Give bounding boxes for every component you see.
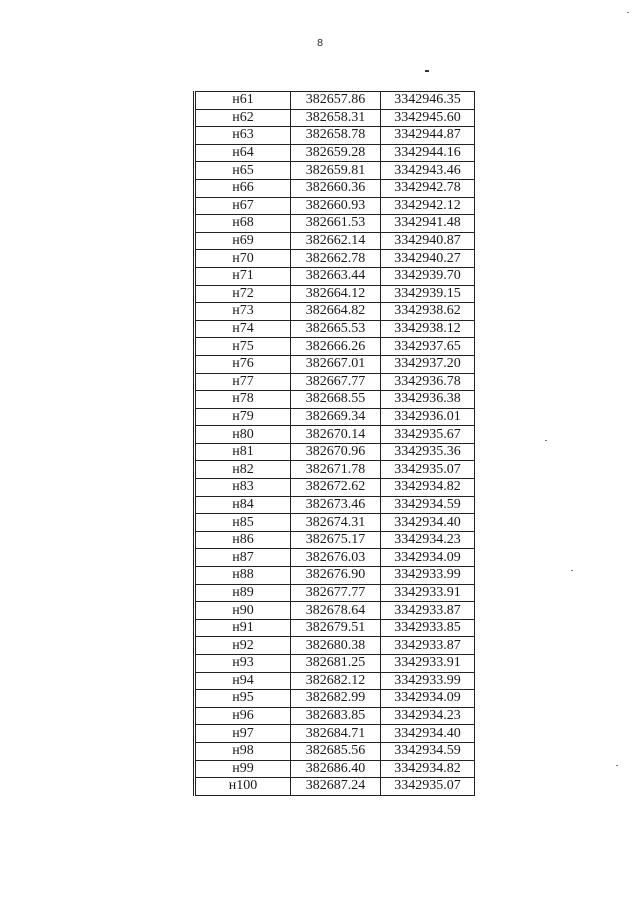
table-row — [195, 162, 475, 180]
table-row — [195, 250, 475, 268]
table-row — [195, 549, 475, 567]
x-coordinate-cell: 382660.36 — [291, 179, 381, 197]
point-id-cell: н68 — [195, 215, 291, 233]
table-row — [195, 531, 475, 549]
y-coordinate-cell: 3342934.59 — [381, 742, 475, 760]
x-coordinate-cell: 382666.26 — [291, 338, 381, 356]
point-id-cell: н81 — [195, 443, 291, 461]
point-id-cell: н63 — [195, 127, 291, 145]
x-coordinate-cell: 382662.78 — [291, 250, 381, 268]
point-id-cell: н70 — [195, 250, 291, 268]
table-row — [195, 179, 475, 197]
table-row — [195, 567, 475, 585]
x-coordinate-cell: 382683.85 — [291, 707, 381, 725]
table-row — [195, 707, 475, 725]
table-row — [195, 127, 475, 145]
y-coordinate-cell: 3342938.12 — [381, 320, 475, 338]
table-row — [195, 461, 475, 479]
point-id-cell: н76 — [195, 355, 291, 373]
table-row — [195, 303, 475, 321]
x-coordinate-cell: 382681.25 — [291, 655, 381, 673]
y-coordinate-cell: 3342933.99 — [381, 567, 475, 585]
y-coordinate-cell: 3342937.65 — [381, 338, 475, 356]
y-coordinate-cell: 3342944.87 — [381, 127, 475, 145]
y-coordinate-cell: 3342944.16 — [381, 144, 475, 162]
table-row — [195, 672, 475, 690]
y-coordinate-cell: 3342933.87 — [381, 637, 475, 655]
y-coordinate-cell: 3342934.40 — [381, 514, 475, 532]
point-id-cell: н88 — [195, 567, 291, 585]
point-id-cell: н71 — [195, 267, 291, 285]
y-coordinate-cell: 3342933.91 — [381, 584, 475, 602]
table-row — [195, 443, 475, 461]
point-id-cell: н92 — [195, 637, 291, 655]
x-coordinate-cell: 382659.28 — [291, 144, 381, 162]
y-coordinate-cell: 3342934.82 — [381, 760, 475, 778]
x-coordinate-cell: 382662.14 — [291, 232, 381, 250]
point-id-cell: н64 — [195, 144, 291, 162]
y-coordinate-cell: 3342934.23 — [381, 531, 475, 549]
y-coordinate-cell: 3342942.12 — [381, 197, 475, 215]
point-id-cell: н91 — [195, 619, 291, 637]
x-coordinate-cell: 382667.77 — [291, 373, 381, 391]
dash-mark — [425, 70, 429, 72]
point-id-cell: н73 — [195, 303, 291, 321]
table-row — [195, 426, 475, 444]
x-coordinate-cell: 382676.03 — [291, 549, 381, 567]
point-id-cell: н61 — [195, 92, 291, 110]
table-row — [195, 760, 475, 778]
y-coordinate-cell: 3342946.35 — [381, 92, 475, 110]
y-coordinate-cell: 3342934.09 — [381, 549, 475, 567]
point-id-cell: н66 — [195, 179, 291, 197]
y-coordinate-cell: 3342938.62 — [381, 303, 475, 321]
x-coordinate-cell: 382682.99 — [291, 690, 381, 708]
point-id-cell: н79 — [195, 408, 291, 426]
x-coordinate-cell: 382674.31 — [291, 514, 381, 532]
point-id-cell: н83 — [195, 479, 291, 497]
x-coordinate-cell: 382667.01 — [291, 355, 381, 373]
x-coordinate-cell: 382687.24 — [291, 778, 381, 796]
x-coordinate-cell: 382680.38 — [291, 637, 381, 655]
table-row — [195, 514, 475, 532]
x-coordinate-cell: 382685.56 — [291, 742, 381, 760]
y-coordinate-cell: 3342935.36 — [381, 443, 475, 461]
point-id-cell: н96 — [195, 707, 291, 725]
table-row — [195, 144, 475, 162]
y-coordinate-cell: 3342942.78 — [381, 179, 475, 197]
point-id-cell: н98 — [195, 742, 291, 760]
table-row — [195, 197, 475, 215]
x-coordinate-cell: 382663.44 — [291, 267, 381, 285]
y-coordinate-cell: 3342939.70 — [381, 267, 475, 285]
x-coordinate-cell: 382664.12 — [291, 285, 381, 303]
x-coordinate-cell: 382659.81 — [291, 162, 381, 180]
table-row — [195, 725, 475, 743]
x-coordinate-cell: 382679.51 — [291, 619, 381, 637]
point-id-cell: н69 — [195, 232, 291, 250]
y-coordinate-cell: 3342935.67 — [381, 426, 475, 444]
point-id-cell: н100 — [195, 778, 291, 796]
point-id-cell: н74 — [195, 320, 291, 338]
table-row — [195, 285, 475, 303]
y-coordinate-cell: 3342934.82 — [381, 479, 475, 497]
y-coordinate-cell: 3342934.59 — [381, 496, 475, 514]
point-id-cell: н77 — [195, 373, 291, 391]
table-row — [195, 267, 475, 285]
y-coordinate-cell: 3342933.87 — [381, 602, 475, 620]
x-coordinate-cell: 382673.46 — [291, 496, 381, 514]
y-coordinate-cell: 3342935.07 — [381, 778, 475, 796]
table-row — [195, 655, 475, 673]
y-coordinate-cell: 3342935.07 — [381, 461, 475, 479]
point-id-cell: н80 — [195, 426, 291, 444]
x-coordinate-cell: 382657.86 — [291, 92, 381, 110]
point-id-cell: н86 — [195, 531, 291, 549]
table-row — [195, 338, 475, 356]
table-row — [195, 215, 475, 233]
point-id-cell: н67 — [195, 197, 291, 215]
table-row — [195, 408, 475, 426]
y-coordinate-cell: 3342941.48 — [381, 215, 475, 233]
coordinates-table — [193, 91, 475, 796]
x-coordinate-cell: 382672.62 — [291, 479, 381, 497]
table-row — [195, 496, 475, 514]
x-coordinate-cell: 382665.53 — [291, 320, 381, 338]
table-row — [195, 742, 475, 760]
point-id-cell: н72 — [195, 285, 291, 303]
scan-speck — [627, 12, 629, 13]
table-row — [195, 602, 475, 620]
point-id-cell: н82 — [195, 461, 291, 479]
point-id-cell: н85 — [195, 514, 291, 532]
y-coordinate-cell: 3342933.91 — [381, 655, 475, 673]
y-coordinate-cell: 3342936.38 — [381, 391, 475, 409]
x-coordinate-cell: 382677.77 — [291, 584, 381, 602]
y-coordinate-cell: 3342934.40 — [381, 725, 475, 743]
point-id-cell: н84 — [195, 496, 291, 514]
y-coordinate-cell: 3342940.27 — [381, 250, 475, 268]
table-row — [195, 232, 475, 250]
table-row — [195, 690, 475, 708]
table-row — [195, 778, 475, 796]
x-coordinate-cell: 382668.55 — [291, 391, 381, 409]
point-id-cell: н78 — [195, 391, 291, 409]
table-row — [195, 391, 475, 409]
table-row — [195, 373, 475, 391]
table-row — [195, 584, 475, 602]
x-coordinate-cell: 382676.90 — [291, 567, 381, 585]
point-id-cell: н90 — [195, 602, 291, 620]
x-coordinate-cell: 382670.14 — [291, 426, 381, 444]
x-coordinate-cell: 382669.34 — [291, 408, 381, 426]
y-coordinate-cell: 3342936.78 — [381, 373, 475, 391]
coordinates-table-body — [195, 92, 475, 796]
x-coordinate-cell: 382686.40 — [291, 760, 381, 778]
table-row — [195, 109, 475, 127]
x-coordinate-cell: 382684.71 — [291, 725, 381, 743]
point-id-cell: н89 — [195, 584, 291, 602]
y-coordinate-cell: 3342939.15 — [381, 285, 475, 303]
y-coordinate-cell: 3342945.60 — [381, 109, 475, 127]
point-id-cell: н93 — [195, 655, 291, 673]
x-coordinate-cell: 382664.82 — [291, 303, 381, 321]
point-id-cell: н95 — [195, 690, 291, 708]
x-coordinate-cell: 382658.31 — [291, 109, 381, 127]
table-row — [195, 355, 475, 373]
x-coordinate-cell: 382670.96 — [291, 443, 381, 461]
table-row — [195, 92, 475, 110]
point-id-cell: н62 — [195, 109, 291, 127]
scan-speck — [545, 440, 547, 441]
point-id-cell: н97 — [195, 725, 291, 743]
table-row — [195, 479, 475, 497]
page-number: 8 — [316, 38, 324, 49]
scan-speck — [571, 570, 573, 571]
table-row — [195, 637, 475, 655]
x-coordinate-cell: 382675.17 — [291, 531, 381, 549]
x-coordinate-cell: 382658.78 — [291, 127, 381, 145]
point-id-cell: н75 — [195, 338, 291, 356]
y-coordinate-cell: 3342934.09 — [381, 690, 475, 708]
x-coordinate-cell: 382678.64 — [291, 602, 381, 620]
y-coordinate-cell: 3342933.99 — [381, 672, 475, 690]
y-coordinate-cell: 3342943.46 — [381, 162, 475, 180]
point-id-cell: н94 — [195, 672, 291, 690]
y-coordinate-cell: 3342937.20 — [381, 355, 475, 373]
scan-speck — [616, 765, 618, 766]
x-coordinate-cell: 382661.53 — [291, 215, 381, 233]
point-id-cell: н65 — [195, 162, 291, 180]
x-coordinate-cell: 382682.12 — [291, 672, 381, 690]
point-id-cell: н99 — [195, 760, 291, 778]
y-coordinate-cell: 3342936.01 — [381, 408, 475, 426]
point-id-cell: н87 — [195, 549, 291, 567]
y-coordinate-cell: 3342933.85 — [381, 619, 475, 637]
table-row — [195, 619, 475, 637]
y-coordinate-cell: 3342940.87 — [381, 232, 475, 250]
x-coordinate-cell: 382660.93 — [291, 197, 381, 215]
table-row — [195, 320, 475, 338]
y-coordinate-cell: 3342934.23 — [381, 707, 475, 725]
x-coordinate-cell: 382671.78 — [291, 461, 381, 479]
